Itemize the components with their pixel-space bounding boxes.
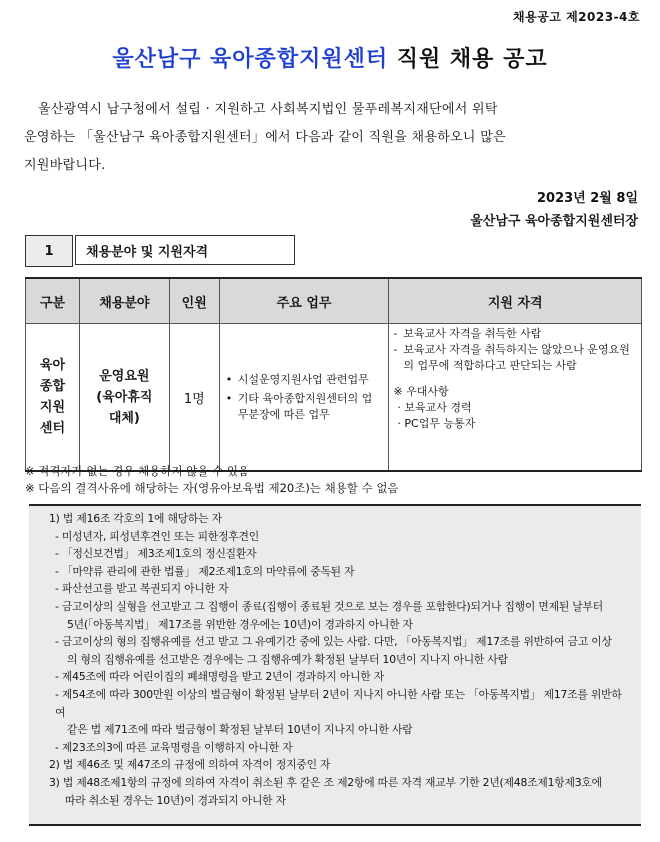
duty-text: 시설운영지원사업 관련업무 <box>237 372 369 386</box>
notes <box>25 463 399 497</box>
header-field: 채용분야 <box>79 278 169 324</box>
field-line: 대체) <box>108 410 140 426</box>
cell-gubun <box>26 324 80 472</box>
disq-item-cont: 따라 취소된 경우는 10년)이 경과되지 아니한 자 <box>65 793 286 807</box>
signer: 울산남구 육아종합지원센터장 <box>470 214 638 229</box>
section-title: 채용분야 및 지원자격 <box>75 235 295 265</box>
header-qualifications: 지원 자격 <box>389 278 642 324</box>
disq-item: 1) 법 제16조 각호의 1에 해당하는 자 <box>49 512 222 525</box>
disq-subitem: - 「마약류 관리에 관한 법률」 제2조제1호의 마약류에 중독된 자 <box>55 564 355 578</box>
bullet-icon: • <box>225 372 233 386</box>
header-count: 인원 <box>169 278 219 324</box>
disq-item: 2) 법 제46조 및 제47조의 규정에 의하여 자격이 정지중인 자 <box>49 758 331 772</box>
title-rest: 직원 채용 공고 <box>396 47 548 72</box>
disq-subitem-cont: 5년(「아동복지법」 제17조를 위반한 경우에는 10년)이 경과하지 아니한 자 <box>67 617 413 631</box>
note-line: ※ 적격자가 없는 경우 채용하지 않을 수 있음 <box>25 464 250 478</box>
intro-paragraph <box>24 96 638 180</box>
field-line: (육아휴직 <box>96 389 153 405</box>
disq-item: 3) 법 제48조제1항의 규정에 의하여 자격이 취소된 후 같은 조 제2항에 따른 자격 재교부 기한 2년(제48조제1항제3호에 <box>49 775 602 789</box>
duty-item <box>226 391 383 423</box>
note-line: ※ 다음의 결격사유에 해당하는 자(영유아보육법 제20조)는 채용할 수 없음 <box>25 481 399 495</box>
cell-qualifications <box>389 324 642 472</box>
disq-subitem: - 제23조의3에 따른 교육명령을 이행하지 아니한 자 <box>55 740 293 754</box>
bullet-icon: • <box>225 391 233 405</box>
preference-item: · 보육교사 경력 <box>397 401 472 414</box>
disq-subitem: - 제54조에 따라 300만원 이상의 벌금형이 확정된 날부터 2년이 지나지 아니한 사람 또는 「아동복지법」 제17조를 위반하여 <box>55 687 622 719</box>
gubun-line: 센터 <box>39 421 66 436</box>
qualification-text: 보육교사 자격을 취득한 사람 <box>403 327 542 340</box>
intro-line-3: 지원바랍니다. <box>24 158 106 173</box>
disq-subitem-cont: 같은 법 제71조에 따라 벌금형이 확정된 날부터 10년이 지나지 아니한 사람 <box>67 723 413 737</box>
preference-title: ※ 우대사항 <box>393 385 449 398</box>
gubun-line: 육아 <box>39 358 66 373</box>
disq-subitem: - 금고이상의 형의 집행유예를 선고 받고 그 유예기간 중에 있는 사람. 다만, 「아동복지법」 제17조를 위반하여 금고 이상 <box>55 635 612 649</box>
cell-count: 1명 <box>169 324 219 472</box>
preference-item: · PC업무 능통자 <box>397 417 476 430</box>
recruitment-table <box>25 277 642 472</box>
qualification-item <box>393 342 637 374</box>
intro-line-2: 운영하는 「울산남구 육아종합지원센터」에서 다음과 같이 직원을 채용하오니 많은 <box>24 130 506 145</box>
dash-icon: - <box>393 343 398 356</box>
field-line: 운영요원 <box>99 368 150 384</box>
disq-subitem-cont: 의 형의 집행유예를 선고받은 경우에는 그 집행유예가 확정된 날부터 10년이 지나지 아니한 사람 <box>67 652 508 666</box>
notice-number: 채용공고 제2023-4호 <box>513 10 640 24</box>
header-duties: 주요 업무 <box>219 278 389 324</box>
disq-subitem: - 미성년자, 피성년후견인 또는 피한정후견인 <box>55 529 259 543</box>
disq-subitem: - 제45조에 따라 어린이집의 폐쇄명령을 받고 2년이 경과하지 아니한 자 <box>55 670 384 684</box>
page-title <box>0 42 660 73</box>
disq-subitem: - 금고이상의 실형을 선고받고 그 집행이 종료(집행이 종료된 것으로 보는 경우를 포함한다)되거나 집행이 면제된 날부터 <box>55 599 603 613</box>
section-number: 1 <box>25 235 73 267</box>
disqualification-box <box>29 504 641 826</box>
qualification-text: 보육교사 자격을 취득하지는 않았으나 운영요원의 업무에 적합하다고 판단되는 사람 <box>403 343 630 372</box>
cell-field <box>79 324 169 472</box>
table-header-row <box>26 278 642 324</box>
intro-line-1: 울산광역시 남구청에서 설립 · 지원하고 사회복지법인 물푸레복지재단에서 위탁 <box>38 102 498 117</box>
duty-text: 기타 육아종합지원센터의 업무분장에 따른 업무 <box>237 391 373 421</box>
qualification-item <box>393 326 637 342</box>
title-organization: 울산남구 육아종합지원센터 <box>112 47 389 72</box>
cell-duties <box>219 324 389 472</box>
gubun-line: 종합 <box>39 379 66 394</box>
table-row <box>26 324 642 472</box>
gubun-line: 지원 <box>39 400 66 415</box>
disq-subitem: - 파산선고를 받고 복권되지 아니한 자 <box>55 582 229 596</box>
announcement-date: 2023년 2월 8일 <box>537 191 638 206</box>
header-gubun: 구분 <box>26 278 80 324</box>
dash-icon: - <box>393 327 398 340</box>
disq-subitem: - 「정신보건법」 제3조제1호의 정신질환자 <box>55 547 257 561</box>
duty-item <box>226 372 383 388</box>
